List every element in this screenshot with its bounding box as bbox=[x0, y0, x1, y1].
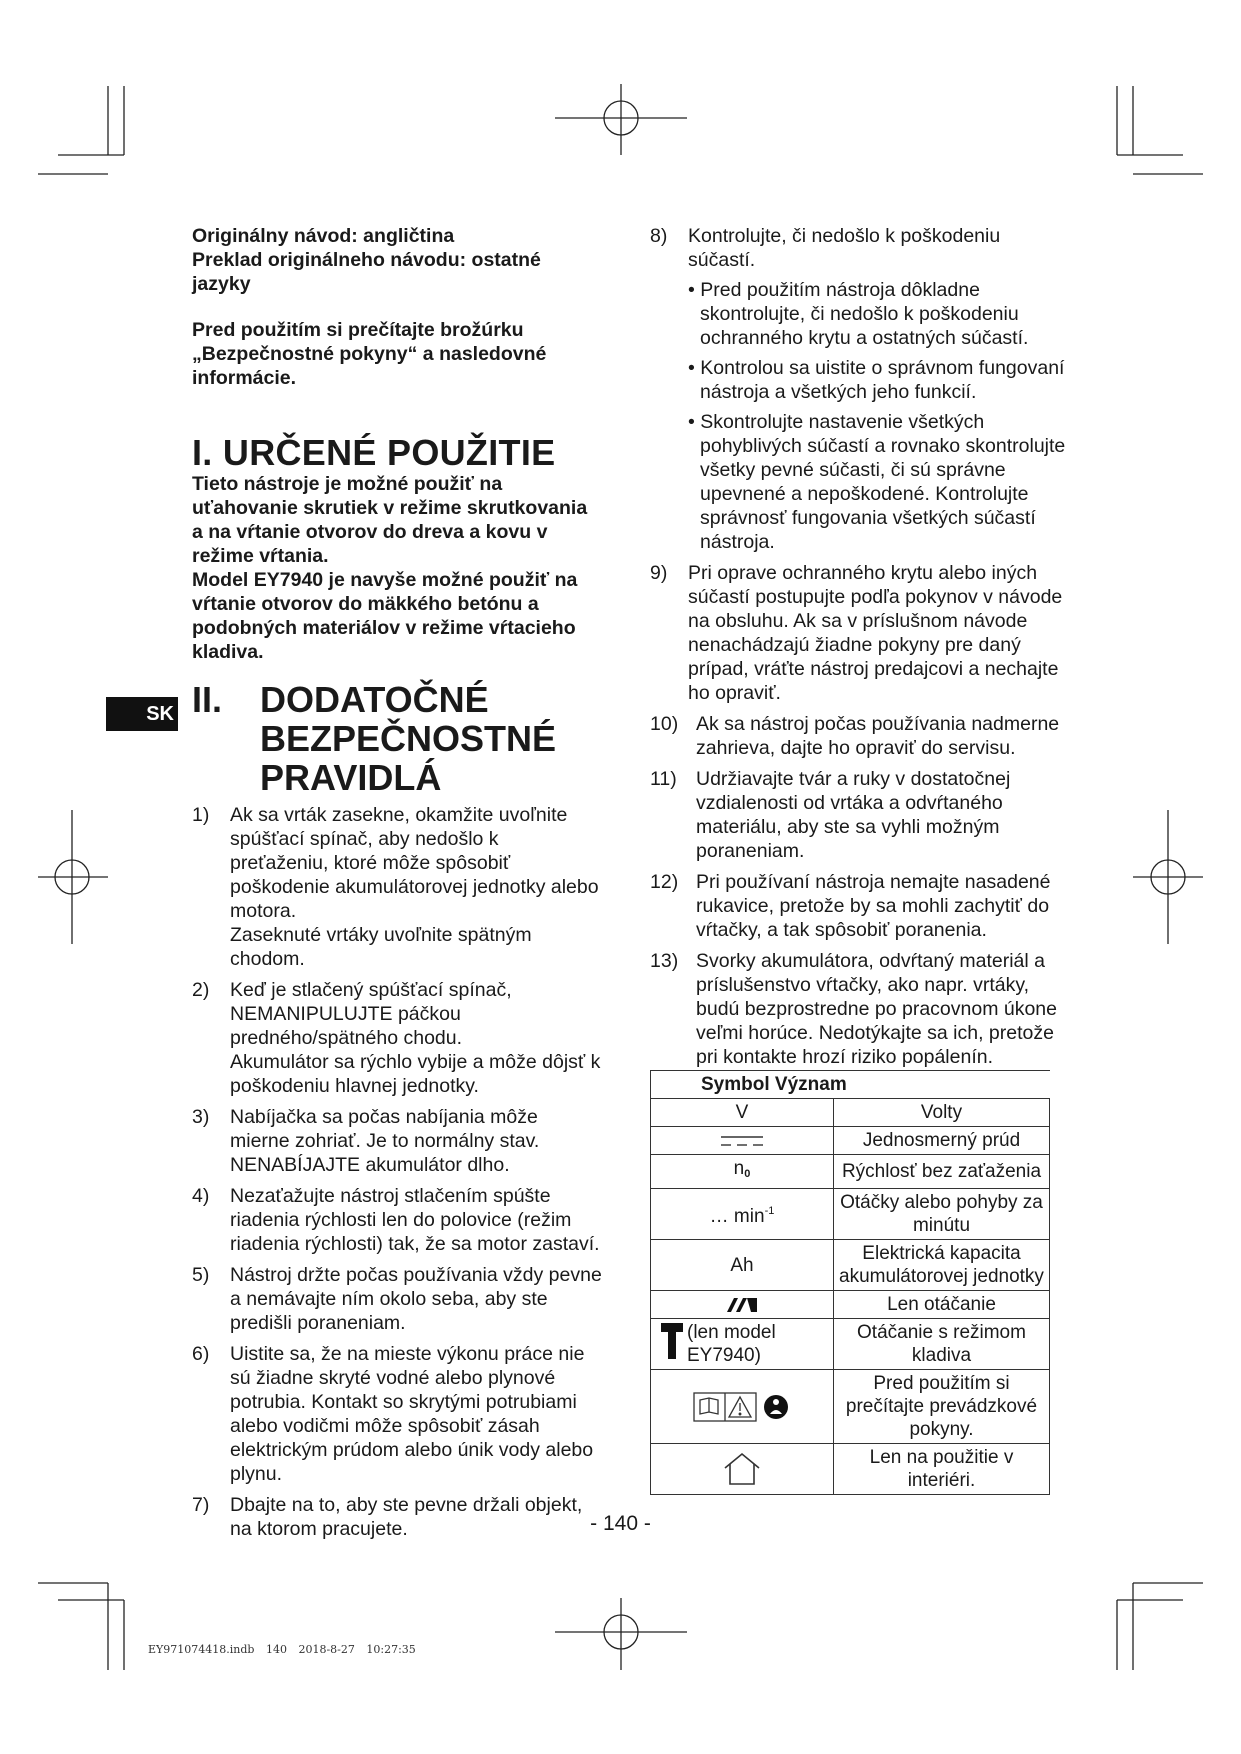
symbol-cell bbox=[651, 1370, 834, 1444]
symbol-volt: V bbox=[651, 1099, 834, 1127]
table-header-row bbox=[651, 1071, 1050, 1099]
symbol-table bbox=[650, 1070, 1050, 1495]
table-header: Symbol Význam bbox=[651, 1071, 1050, 1099]
sub-item: • Kontrolou sa uistite o správnom fungovaní nástroja a všetkých jeho funkcií. bbox=[688, 357, 1065, 403]
table-row bbox=[651, 1099, 1050, 1127]
meaning-cell: Len na použitie v interiéri. bbox=[834, 1444, 1050, 1495]
symbol-cell bbox=[651, 1319, 834, 1370]
list-item: 1) Ak sa vrták zasekne, okamžite uvoľnite spúšťací spínač, aby nedošlo k preťaženiu, ktoré môže spôsobiť poškodenie akumulátorovej jednotky alebo motora. Zaseknuté vrtáky uvoľnite spätným chodom. bbox=[192, 804, 599, 970]
meaning-cell: Volty bbox=[834, 1099, 1050, 1127]
meaning-cell: Pred použitím si prečítajte prevádzkové pokyny. bbox=[834, 1370, 1050, 1444]
manual-warning-icon bbox=[692, 1390, 792, 1424]
list-item: 8) Kontrolujte, či nedošlo k poškodeniu súčastí. bbox=[650, 225, 1001, 271]
page-number: - 140 - bbox=[590, 1512, 651, 1535]
print-footer: EY971074418.indb 140 2018-8-27 10:27:35 bbox=[148, 1643, 416, 1656]
section-1-paragraph-1: Tieto nástroje je možné použiť na uťahovanie skrutiek v režime skrutkovania a na vŕtanie otvorov do dreva a kovu v režime vŕtania. bbox=[192, 473, 588, 567]
symbol-no-load-speed: n0 bbox=[651, 1155, 834, 1189]
safety-notice: Pred použitím si prečítajte brožúrku „Bezpečnostné pokyny“ a nasledovné informácie. bbox=[192, 319, 547, 389]
right-column bbox=[650, 224, 1070, 1069]
table-row bbox=[651, 1291, 1050, 1319]
list-item: 12) Pri používaní nástroja nemajte nasadené rukavice, pretože by sa mohli zachytiť do vŕtačky, a tak spôsobiť poranenia. bbox=[650, 871, 1051, 941]
intro-original bbox=[192, 224, 602, 296]
symbol-min: … $\min^{-1}$ bbox=[651, 1189, 834, 1240]
dc-icon bbox=[719, 1133, 765, 1149]
meaning-cell: Elektrická kapacita akumulátorovej jednotky bbox=[834, 1240, 1050, 1291]
table-row bbox=[651, 1189, 1050, 1240]
section-2-title-line-3: PRAVIDLÁ bbox=[260, 757, 442, 798]
table-row bbox=[651, 1319, 1050, 1370]
list-item: 11) Udržiavajte tvár a ruky v dostatočnej vzdialenosti od vrtáka a odvŕtaného materiálu, aby ste sa vyhli možným poraneniam. bbox=[650, 768, 1011, 862]
rotation-icon bbox=[725, 1296, 759, 1314]
list-item: 6) Uistite sa, že na mieste výkonu práce nie sú žiadne skryté vodné alebo plynové potrubia. Kontakt so skrytými potrubiami alebo vodičmi môže spôsobiť zásah elektrickým prúdom alebo únik vody alebo plynu. bbox=[192, 1343, 594, 1485]
original-language-line: Originálny návod: angličtina bbox=[192, 225, 455, 247]
table-row bbox=[651, 1127, 1050, 1155]
list-item: 13) Svorky akumulátora, odvŕtaný materiál a príslušenstvo vŕtačky, ako napr. vrtáky, budú bezprostredne po pracovnom úkone veľmi horúce. Nedotýkajte sa ich, pretože pri kontakte hrozí riziko popálenín. bbox=[650, 950, 1057, 1068]
left-column bbox=[192, 224, 602, 1541]
rules-list-left bbox=[192, 803, 602, 1541]
hammer-icon bbox=[659, 1321, 685, 1361]
section-2-number: II. bbox=[192, 679, 223, 720]
house-icon bbox=[722, 1451, 762, 1487]
sub-item: • Skontrolujte nastavenie všetkých pohyblivých súčastí a rovnako skontrolujte všetky pevné súčasti, či sú správne upevnené a nepoškodené. Kontrolujte správnosť fungovania všetkých súčastí nástroja. bbox=[688, 411, 1066, 553]
list-item: 7) Dbajte na to, aby ste pevne držali objekt, na ktorom pracujete. bbox=[192, 1494, 583, 1540]
list-item: 3) Nabíjačka sa počas nabíjania môže mierne zohriať. Je to normálny stav. NENABÍJAJTE akumulátor dlho. bbox=[192, 1106, 540, 1176]
hammer-model-note: (len model EY7940) bbox=[687, 1322, 776, 1366]
list-item: 2) Keď je stlačený spúšťací spínač, NEMANIPULUJTE páčkou predného/spätného chodu. Akumulátor sa rýchlo vybije a môže dôjsť k poškodeniu hlavnej jednotky. bbox=[192, 979, 601, 1097]
table-row bbox=[651, 1444, 1050, 1495]
symbol-cell bbox=[651, 1127, 834, 1155]
translation-line: Preklad originálneho návodu: ostatné jazyky bbox=[192, 249, 541, 295]
meaning-cell: Jednosmerný prúd bbox=[834, 1127, 1050, 1155]
list-item: 5) Nástroj držte počas používania vždy pevne a nemávajte ním okolo seba, aby ste predišli poraneniam. bbox=[192, 1264, 602, 1334]
section-2-title-line-2: BEZPEČNOSTNÉ bbox=[260, 718, 557, 759]
table-row bbox=[651, 1155, 1050, 1189]
section-2-title-line-1: DODATOČNÉ bbox=[260, 679, 489, 720]
table-row bbox=[651, 1370, 1050, 1444]
section-1-title: I. URČENÉ POUŽITIE bbox=[192, 432, 556, 473]
meaning-cell: Otáčanie s režimom kladiva bbox=[834, 1319, 1050, 1370]
symbol-cell bbox=[651, 1291, 834, 1319]
list-item: 10) Ak sa nástroj počas používania nadmerne zahrieva, dajte ho opraviť do servisu. bbox=[650, 713, 1060, 759]
section-1-paragraph-2: Model EY7940 je navyše možné použiť na vŕtanie otvorov do mäkkého betónu a podobných materiálov v režime vŕtacieho kladiva. bbox=[192, 569, 578, 663]
section-2-title bbox=[192, 680, 602, 797]
meaning-cell: Len otáčanie bbox=[834, 1291, 1050, 1319]
meaning-cell: Otáčky alebo pohyby za minútu bbox=[834, 1189, 1050, 1240]
symbol-cell bbox=[651, 1444, 834, 1495]
language-tab: SK bbox=[106, 697, 178, 731]
list-item: 4) Nezaťažujte nástroj stlačením spúšte riadenia rýchlosti len do polovice (režim riadenia rýchlosti) tak, že sa motor zastaví. bbox=[192, 1185, 600, 1255]
sub-item: • Pred použitím nástroja dôkladne skontrolujte, či nedošlo k poškodeniu ochranného krytu a ostatných súčastí. bbox=[688, 279, 1029, 349]
symbol-ah: Ah bbox=[651, 1240, 834, 1291]
list-item: 9) Pri oprave ochranného krytu alebo iných súčastí postupujte podľa pokynov v návode na obsluhu. Ak sa v príslušnom návode nenachádzajú žiadne pokyny pre daný prípad, vráťte nástroj predajcovi a nechajte ho opraviť. bbox=[650, 562, 1063, 704]
table-row bbox=[651, 1240, 1050, 1291]
meaning-cell: Rýchlosť bez zaťaženia bbox=[834, 1155, 1050, 1189]
